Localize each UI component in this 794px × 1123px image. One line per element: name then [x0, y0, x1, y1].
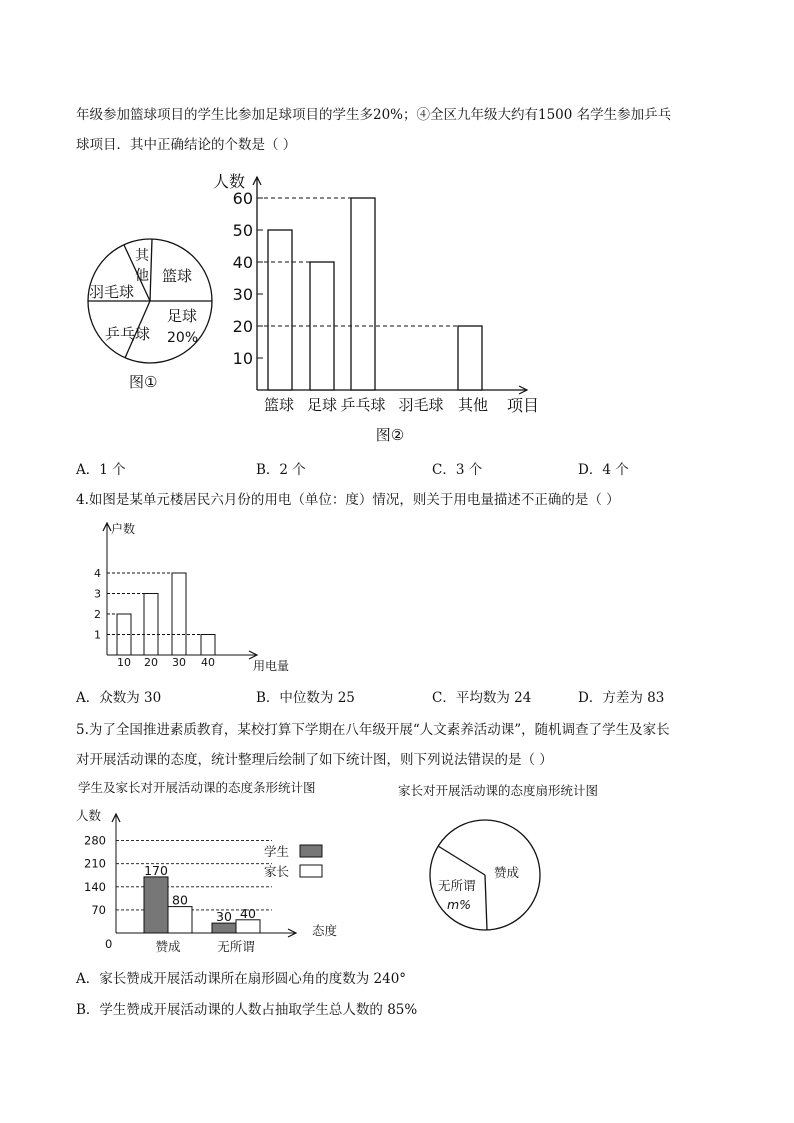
fig4-legend-swatch [300, 865, 322, 877]
pie1-label-other-1: 其 [135, 248, 149, 264]
fig2-x-tick-label: 其他 [457, 396, 489, 414]
fig4-data-label: 30 [216, 909, 232, 925]
fig4-y-tick-label: 210 [84, 856, 106, 871]
attitude-bar-chart [72, 800, 372, 960]
fig4-bar-学生-赞成 [144, 877, 168, 933]
pie-chart-title: 家长对开展活动课的态度扇形统计图 [398, 783, 599, 798]
pie1-label-football-pct: 20% [167, 330, 199, 346]
q3-stem-line2: 球项目．其中正确结论的个数是（ ） [76, 137, 297, 153]
fig4-bar-家长-无所谓 [236, 920, 260, 933]
q4-option-a[interactable]: A．众数为 30 [76, 690, 162, 706]
fig4-data-label: 170 [144, 862, 168, 878]
fig4-origin-label: 0 [105, 937, 113, 951]
fig2-bar-乒乓球 [351, 198, 375, 390]
fig4-bar-学生-无所谓 [212, 923, 236, 933]
fig3-bar-30 [172, 573, 186, 655]
fig3-bar-20 [144, 594, 158, 656]
fig3-y-tick-label: 3 [94, 587, 101, 601]
pie2-label-approve: 赞成 [494, 865, 520, 880]
figure1-caption: 图① [129, 373, 158, 391]
fig4-x-tick-label: 赞成 [155, 939, 181, 954]
pie1-divider-top [150, 239, 152, 301]
fig4-legend-label: 家长 [264, 864, 290, 879]
q3-option-a[interactable]: A．1 个 [76, 462, 126, 478]
q4-option-d[interactable]: D．方差为 83 [578, 690, 665, 706]
electricity-bar-chart [85, 515, 315, 675]
pie2-label-m-percent: m% [447, 897, 472, 912]
fig2-x-tick-label: 乒乓球 [340, 396, 386, 414]
q3-stem-line1: 年级参加篮球项目的学生比参加足球项目的学生多20%；④全区九年级大约有1500 名学生参加乒乓 [76, 107, 672, 123]
fig4-x-tick-label: 无所谓 [217, 939, 255, 954]
fig2-bar-篮球 [268, 230, 292, 390]
fig3-x-label: 用电量 [253, 659, 290, 673]
fig3-x-tick-label: 30 [172, 656, 186, 669]
q5-option-b[interactable]: B．学生赞成开展活动课的人数占抽取学生总人数的 85% [76, 1002, 418, 1018]
fig2-y-tick-label: 10 [232, 349, 253, 368]
fig3-y-tick-label: 4 [94, 567, 101, 580]
fig2-x-tick-label: 足球 [306, 396, 338, 414]
pie2-divider-1 [438, 846, 485, 875]
fig2-y-label: 人数 [213, 172, 246, 191]
fig3-x-tick-label: 40 [201, 656, 215, 669]
fig2-x-label: 项目 [507, 396, 540, 415]
fig4-y-tick-label: 280 [84, 833, 106, 848]
q5-option-a[interactable]: A．家长赞成开展活动课所在扇形圆心角的度数为 240° [76, 971, 407, 987]
pie1-label-pingpong: 乒乓球 [105, 325, 151, 343]
pie1-label-badminton: 羽毛球 [89, 283, 135, 301]
fig2-y-tick-label: 50 [232, 221, 253, 240]
q4-option-c[interactable]: C．平均数为 24 [432, 690, 532, 706]
fig3-bar-40 [201, 635, 215, 656]
figure2-bar-chart [205, 165, 555, 450]
fig2-x-tick-label: 篮球 [263, 396, 295, 414]
fig2-x-tick-label: 羽毛球 [398, 396, 444, 414]
figure1-pie-chart [85, 215, 220, 395]
fig3-y-label: 户数 [111, 522, 136, 536]
fig4-y-label: 人数 [76, 808, 102, 823]
parents-attitude-pie [425, 815, 555, 940]
q4-stem: 4.如图是某单元楼居民六月份的用电（单位：度）情况，则关于用电量描述不正确的是（ ） [76, 492, 620, 508]
fig2-y-tick-label: 20 [232, 317, 253, 336]
pie2-label-indifferent: 无所谓 [438, 878, 476, 893]
fig2-y-tick-label: 60 [232, 189, 253, 208]
fig2-y-tick-label: 30 [232, 285, 253, 304]
fig4-y-tick-label: 70 [91, 902, 106, 917]
pie1-label-football: 足球 [167, 307, 198, 325]
fig3-y-tick-label: 1 [94, 628, 101, 642]
fig4-y-tick-label: 140 [84, 879, 106, 894]
q5-stem-line2: 对开展活动课的态度，统计整理后绘制了如下统计图，则下列说法错误的是（ ） [76, 752, 553, 768]
pie1-label-basketball: 篮球 [162, 267, 193, 285]
bar-chart-title: 学生及家长对开展活动课的态度条形统计图 [78, 780, 316, 795]
fig4-bar-家长-赞成 [168, 907, 192, 933]
fig4-legend-swatch [300, 845, 322, 857]
fig3-y-tick-label: 2 [94, 608, 101, 621]
fig4-legend-label: 学生 [264, 844, 290, 859]
fig4-data-label: 80 [172, 892, 188, 908]
fig3-x-tick-label: 10 [117, 656, 131, 669]
q3-option-c[interactable]: C．3 个 [432, 462, 483, 478]
fig2-y-tick-label: 40 [232, 253, 253, 272]
q3-option-d[interactable]: D．4 个 [578, 462, 629, 478]
fig2-bar-其他 [458, 326, 482, 390]
figure2-caption: 图② [375, 426, 405, 444]
q3-option-b[interactable]: B．2 个 [256, 462, 306, 478]
q4-option-b[interactable]: B．中位数为 25 [256, 690, 355, 706]
pie1-label-other-2: 他 [135, 268, 149, 284]
fig3-x-tick-label: 20 [144, 656, 158, 669]
fig4-x-label: 态度 [312, 923, 338, 938]
q5-stem-line1: 5.为了全国推进素质教育，某校打算下学期在八年级开展“人文素养活动课”，随机调查了学生及家长 [76, 722, 670, 738]
fig4-data-label: 40 [240, 905, 256, 921]
pie2-divider-2 [485, 875, 487, 930]
